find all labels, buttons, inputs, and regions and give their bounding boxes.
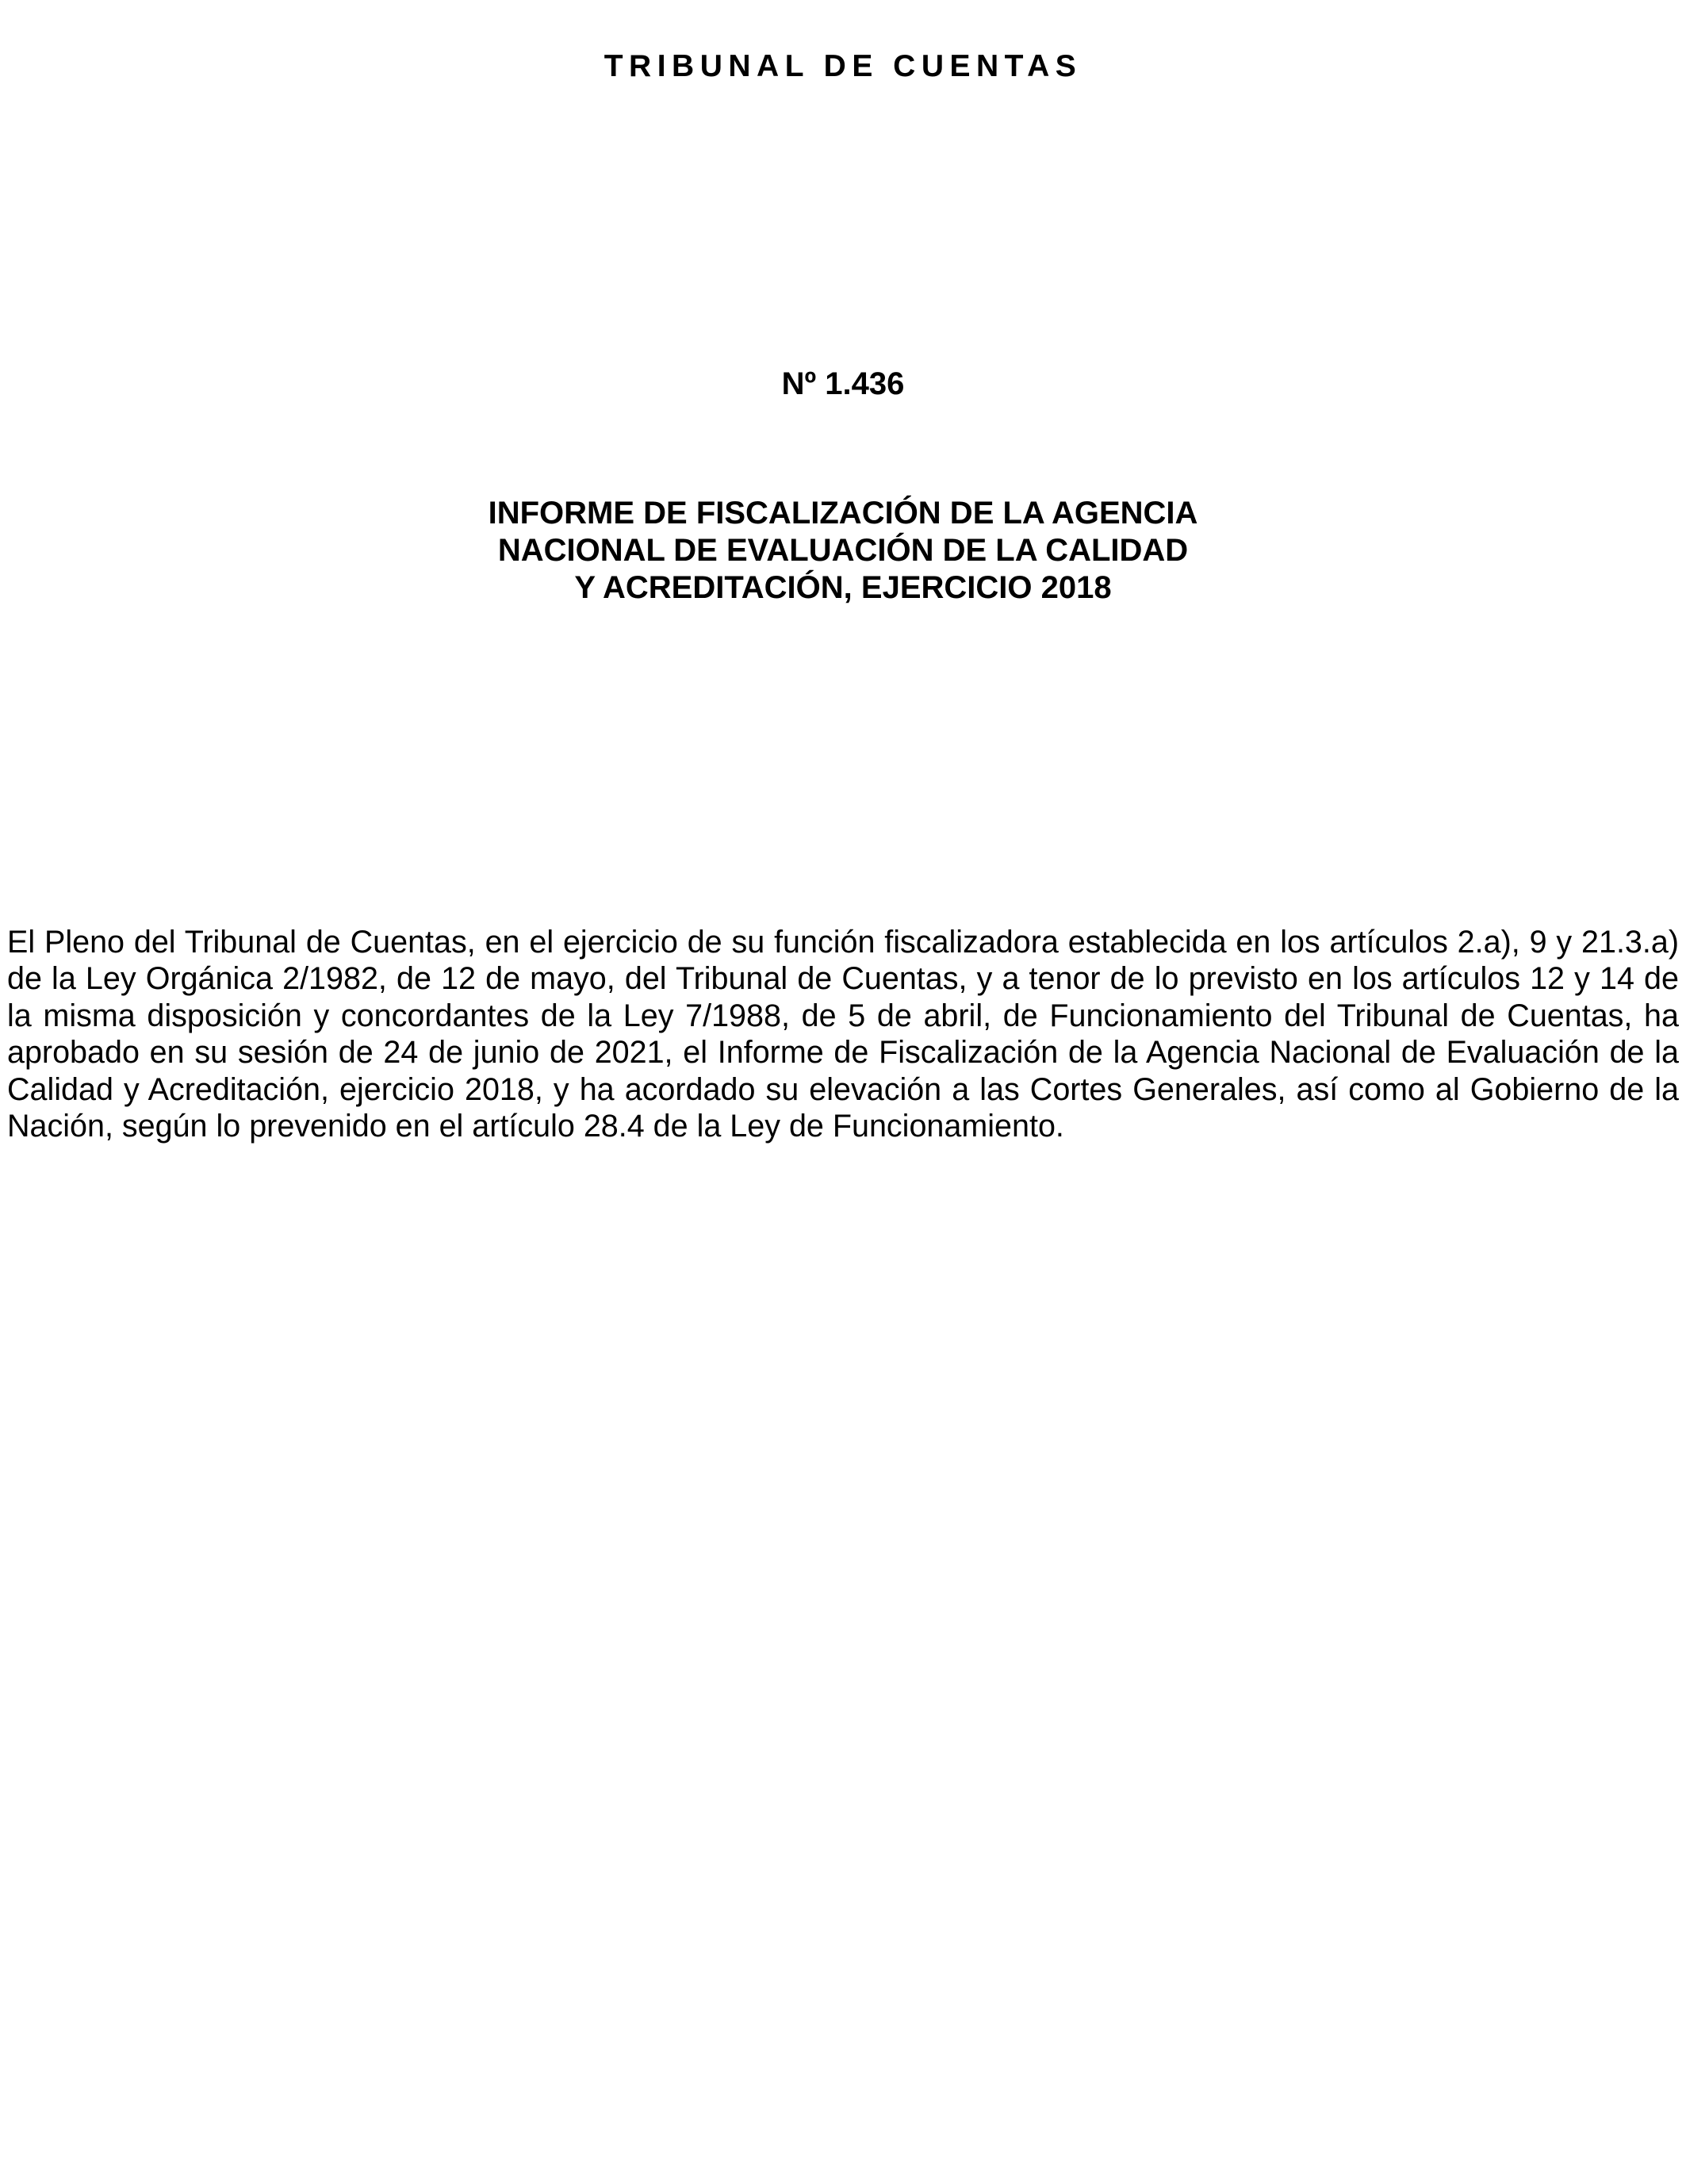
report-number: Nº 1.436 bbox=[781, 366, 905, 401]
report-title-line: NACIONAL DE EVALUACIÓN DE LA CALIDAD bbox=[497, 533, 1189, 568]
report-title bbox=[0, 495, 1686, 607]
approval-paragraph: El Pleno del Tribunal de Cuentas, en el ejercicio de su función fiscalizadora establecida en los artículos 2.a), 9 y 21.3.a) de la Ley Orgánica 2/1982, de 12 de mayo, del Tribunal de Cuentas, y a tenor de lo previsto en los artículos 12 y 14 de la misma disposición y concordantes de la Ley 7/1988, de 5 de abril, de Funcionamiento del Tribunal de Cuentas, ha aprobado en su sesión de 24 de junio de 2021, el Informe de Fiscalización de la Agencia Nacional de Evaluación de la Calidad y Acreditación, ejercicio 2018, y ha acordado su elevación a las Cortes Generales, así como al Gobierno de la Nación, según lo prevenido en el artículo 28.4 de la Ley de Funcionamiento. bbox=[7, 924, 1679, 1144]
institution-header: TRIBUNAL DE CUENTAS bbox=[604, 49, 1082, 83]
report-title-line: Y ACREDITACIÓN, EJERCICIO 2018 bbox=[574, 570, 1112, 605]
report-title-line: INFORME DE FISCALIZACIÓN DE LA AGENCIA bbox=[488, 496, 1198, 531]
